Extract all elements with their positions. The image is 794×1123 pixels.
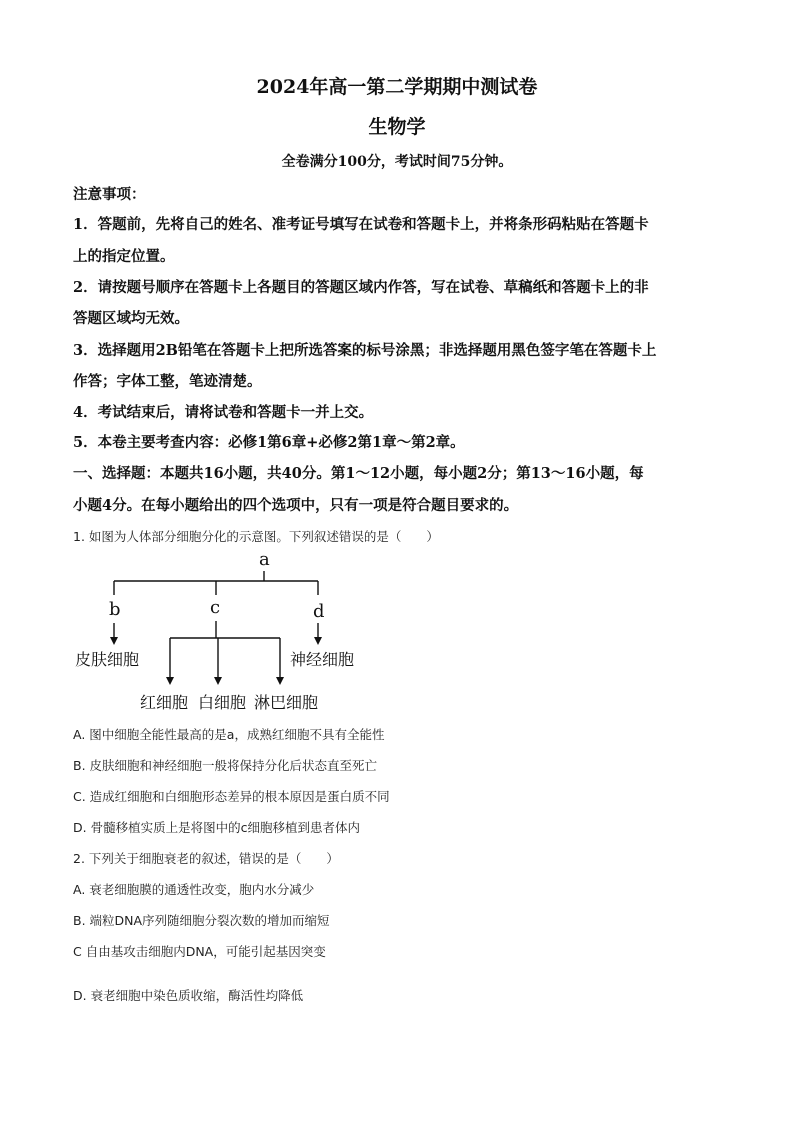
notes-heading: 注意事项： [73,186,146,203]
note-line: 3．选择题用2B铅笔在答题卡上把所选答案的标号涂黑；非选择题用黑色签字笔在答题卡上 [73,342,657,359]
q2-option-b: B. 端粒DNA序列随细胞分裂次数的增加而缩短 [73,913,330,928]
note-line: 5．本卷主要考查内容：必修1第6章+必修2第1章～第2章。 [73,434,465,451]
note-line: 2．请按题号顺序在答题卡上各题目的答题区域内作答，写在试卷、草稿纸和答题卡上的非 [73,279,649,296]
section-line: 小题4分。在每小题给出的四个选项中，只有一项是符合题目要求的。 [73,497,519,514]
label-nerve-cell: 神经细胞 [290,650,355,669]
q2-option-c: C 自由基攻击细胞内DNA，可能引起基因突变 [73,944,326,959]
label-white-cell: 白细胞 [198,693,247,712]
note-line: 作答；字体工整，笔迹清楚。 [73,373,262,390]
q2-stem: 2. 下列关于细胞衰老的叙述，错误的是（ ） [73,851,339,866]
q1-option-a: A. 图中细胞全能性最高的是a，成熟红细胞不具有全能性 [73,727,385,742]
q2-option-a: A. 衰老细胞膜的通透性改变，胞内水分减少 [73,882,315,897]
section-line: 一、选择题：本题共16小题，共40分。第1～12小题，每小题2分；第13～16小题，每 [73,465,644,482]
label-lymph-cell: 淋巴细胞 [254,693,319,712]
label-skin-cell: 皮肤细胞 [75,650,140,669]
label-red-cell: 红细胞 [140,693,189,712]
label-d: d [313,601,325,622]
q1-option-b: B. 皮肤细胞和神经细胞一般将保持分化后状态直至死亡 [73,758,378,773]
cell-differentiation-diagram [70,545,370,715]
note-line: 4．考试结束后，请将试卷和答题卡一并上交。 [73,404,374,421]
label-a: a [259,549,270,570]
q1-option-c: C. 造成红细胞和白细胞形态差异的根本原因是蛋白质不同 [73,789,390,804]
note-line: 答题区域均无效。 [73,310,189,327]
q2-option-d: D. 衰老细胞中染色质收缩，酶活性均降低 [73,988,304,1003]
q1-stem: 1. 如图为人体部分细胞分化的示意图。下列叙述错误的是（ ） [73,529,439,544]
exam-title: 2024年高一第二学期期中测试卷 [256,76,538,98]
subject-title: 生物学 [368,116,426,138]
label-c: c [210,597,221,618]
note-line: 1．答题前，先将自己的姓名、准考证号填写在试卷和答题卡上，并将条形码粘贴在答题卡 [73,216,649,233]
exam-info: 全卷满分100分，考试时间75分钟。 [281,154,513,170]
note-line: 上的指定位置。 [73,248,175,265]
label-b: b [109,599,121,620]
q1-option-d: D. 骨髓移植实质上是将图中的c细胞移植到患者体内 [73,820,360,835]
